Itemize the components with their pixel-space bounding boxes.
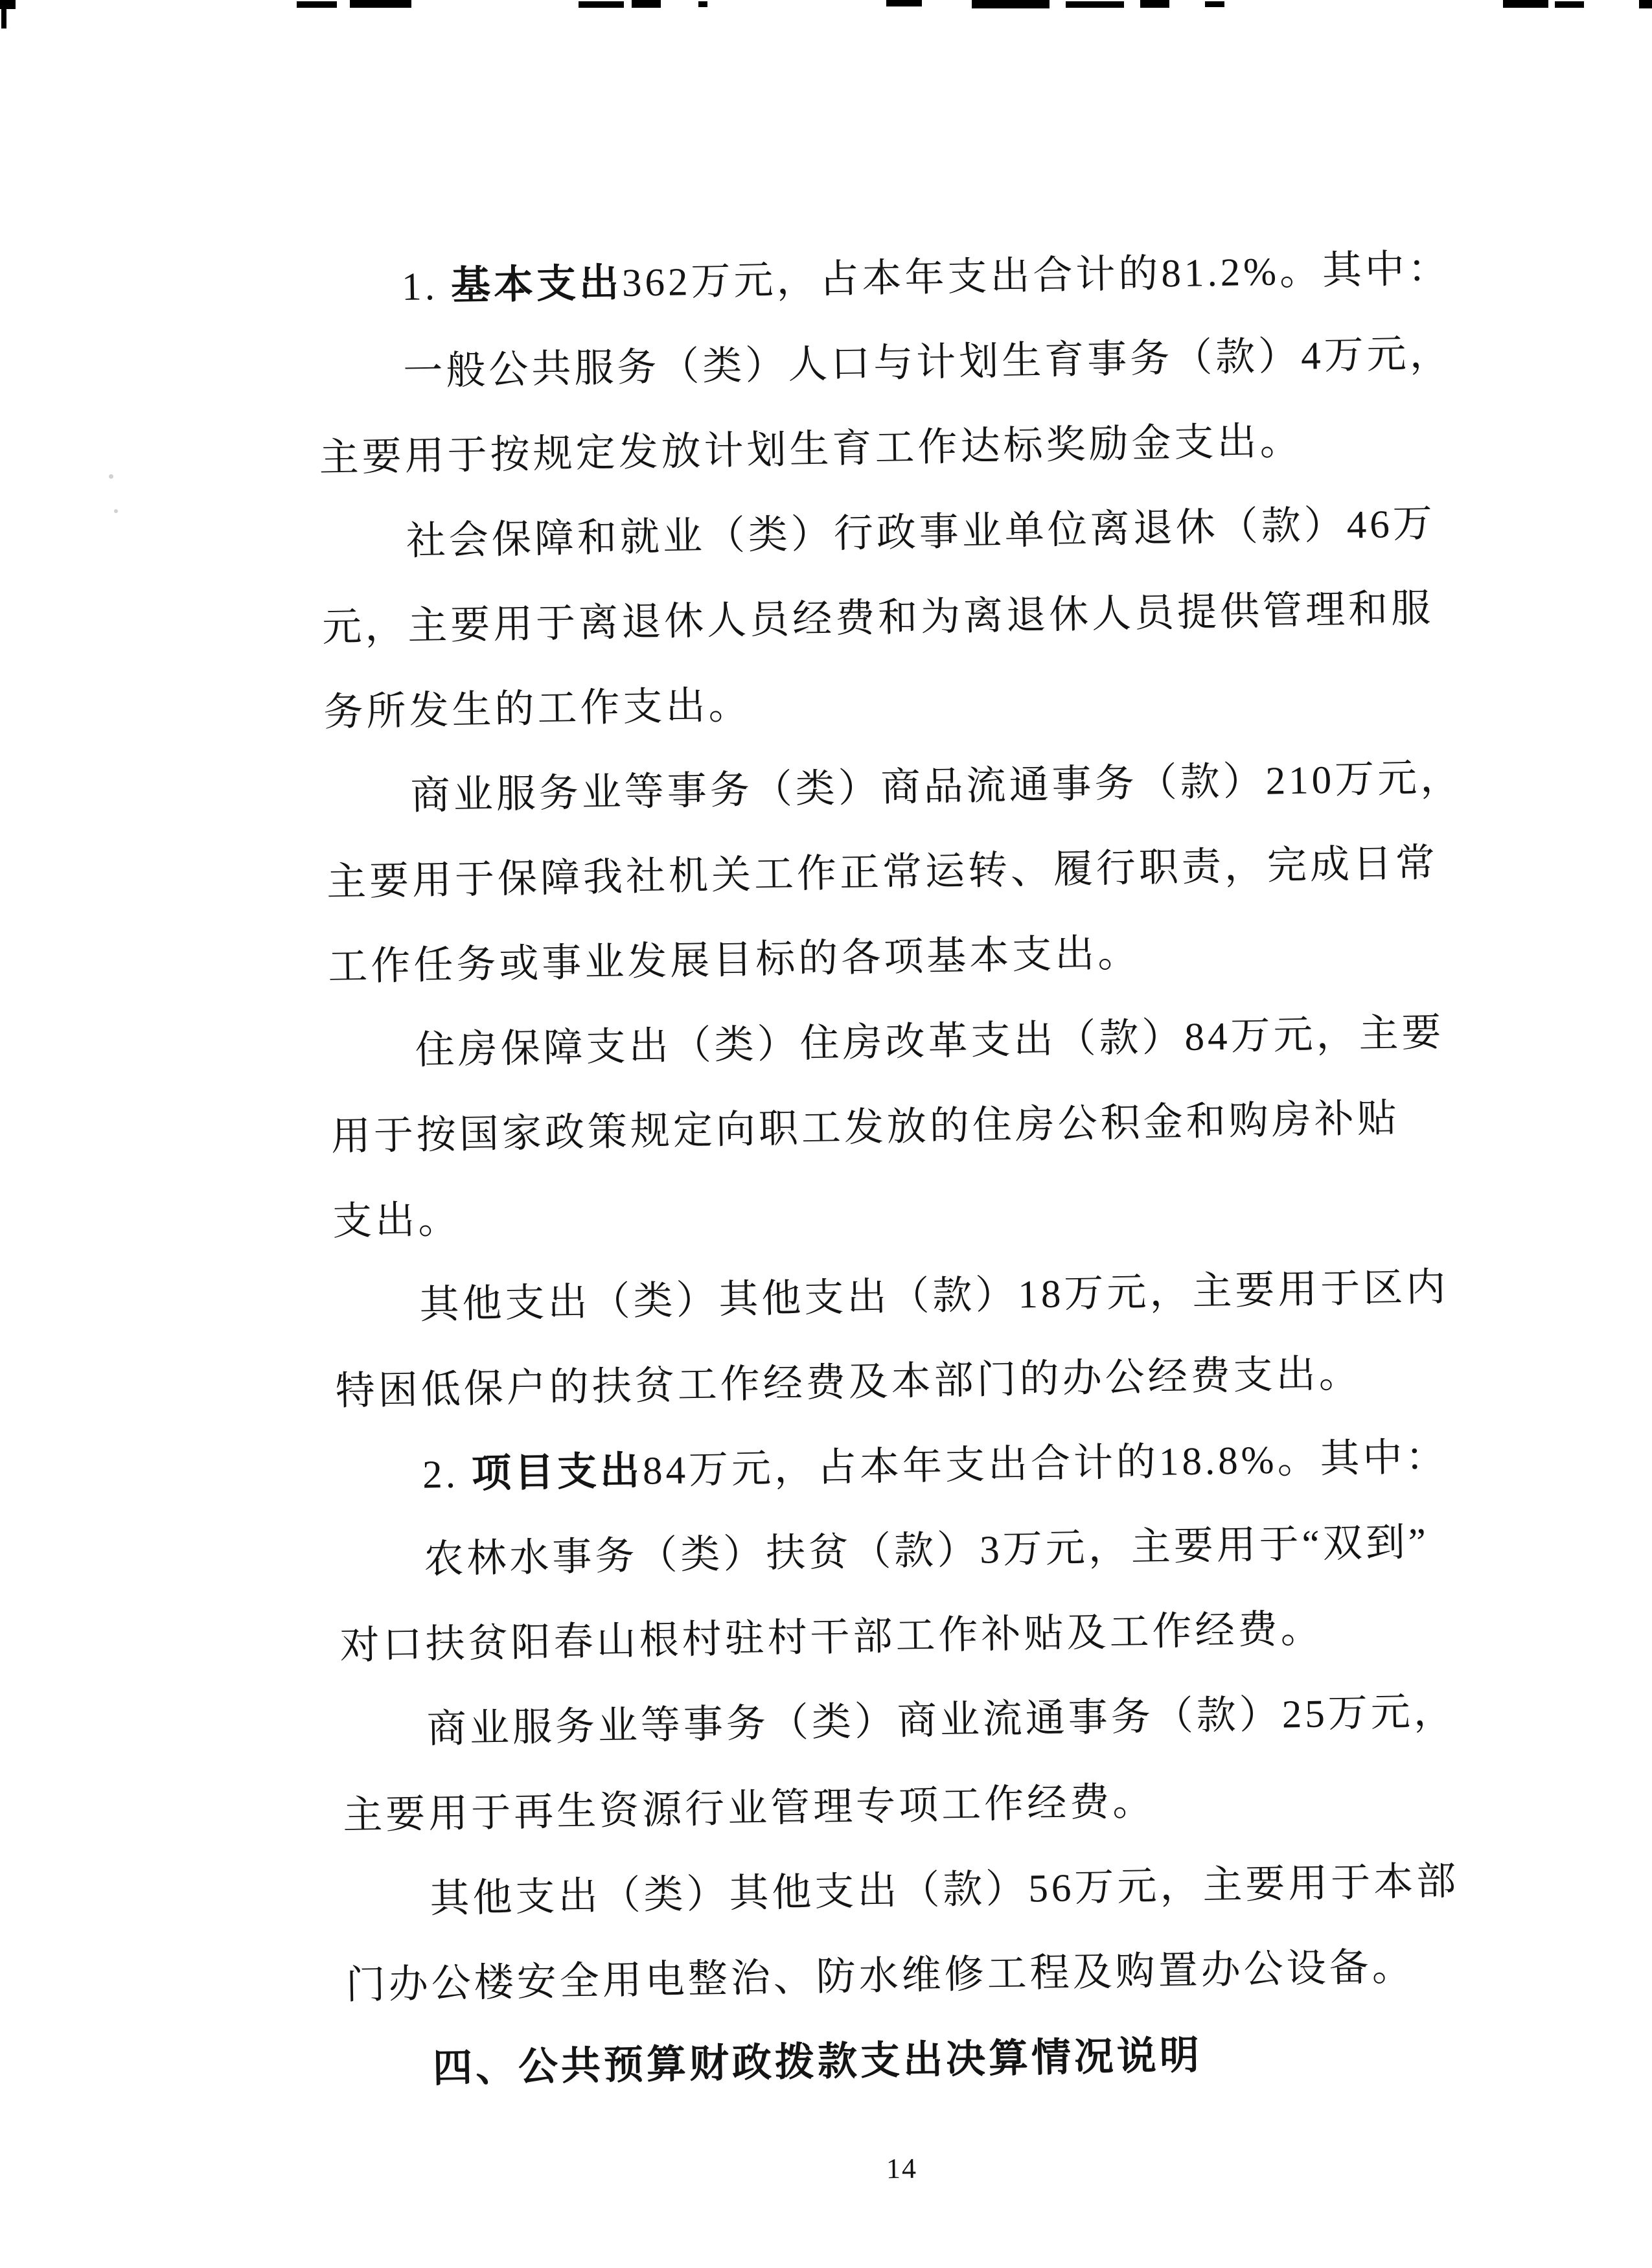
scan-artifact <box>0 0 16 9</box>
text-segment-bold: 四、公共预算财政拨款支出决算情况说明 <box>432 2033 1203 2091</box>
text-segment: 2. <box>422 1452 472 1497</box>
scan-artifact <box>1066 1 1124 8</box>
scan-artifact <box>1503 0 1548 8</box>
text-segment: 工作任务或事业发展目标的各项基本支出。 <box>327 932 1141 990</box>
text-segment: 其他支出（类）其他支出（款）18万元，主要用于区内 <box>419 1265 1449 1327</box>
scan-artifact <box>1140 0 1169 8</box>
page-number: 14 <box>886 2152 918 2185</box>
text-segment: 一般公共服务（类）人口与计划生育事务（款）4万元， <box>402 332 1453 394</box>
text-segment: 商业服务业等事务（类）商业流通事务（款）25万元， <box>426 1690 1457 1752</box>
scan-speck <box>114 509 118 513</box>
scan-artifact <box>972 0 1050 8</box>
text-segment-bold: 项目支出 <box>471 1449 643 1496</box>
scan-artifact <box>579 1 624 8</box>
scan-artifact <box>297 1 337 8</box>
text-segment: 社会保障和就业（类）行政事业单位离退休（款）46万 <box>406 502 1436 564</box>
text-segment: 主要用于再生资源行业管理专项工作经费。 <box>342 1780 1156 1838</box>
scan-artifact <box>698 1 707 7</box>
scan-artifact <box>1639 0 1652 8</box>
scan-artifact <box>1 9 6 29</box>
scan-artifact <box>886 0 922 6</box>
scan-artifact <box>632 0 661 8</box>
text-segment: 商业服务业等事务（类）商品流通事务（款）210万元， <box>410 756 1463 818</box>
text-segment: 元，主要用于离退休人员经费和为离退休人员提供管理和服 <box>321 587 1434 650</box>
text-segment: 主要用于按规定发放计划生育工作达标奖励金支出。 <box>319 419 1303 481</box>
scan-artifact <box>1555 1 1584 8</box>
text-segment: 84万元，占本年支出合计的18.8%。其中： <box>642 1436 1449 1493</box>
text-segment: 用于按国家政策规定向职工发放的住房公积金和购房补贴 <box>330 1097 1401 1160</box>
text-segment: 支出。 <box>332 1198 461 1244</box>
text-segment: 务所发生的工作支出。 <box>323 683 752 735</box>
text-segment: 特困低保户的扶贫工作经费及本部门的办公经费支出。 <box>335 1352 1362 1414</box>
text-segment-bold: 基本支出 <box>450 262 623 308</box>
scan-artifact <box>1205 1 1224 7</box>
text-segment: 门办公楼安全用电整治、防水维修工程及购置办公设备。 <box>345 1945 1416 2008</box>
document-body <box>315 227 1465 2113</box>
text-segment: 1. <box>401 264 452 309</box>
text-segment: 农林水事务（类）扶贫（款）3万元，主要用于“双到” <box>423 1520 1430 1582</box>
text-segment: 362万元，占本年支出合计的81.2%。其中： <box>621 247 1451 306</box>
text-segment: 主要用于保障我社机关工作正常运转、履行职责，完成日常 <box>326 842 1439 905</box>
scan-artifact <box>350 0 411 8</box>
text-segment: 对口扶贫阳春山根村驻村干部工作补贴及工作经费。 <box>339 1607 1324 1668</box>
scan-speck <box>109 474 113 479</box>
text-segment: 住房保障支出（类）住房改革支出（款）84万元，主要 <box>415 1011 1445 1073</box>
text-segment: 其他支出（类）其他支出（款）56万元，主要用于本部 <box>429 1859 1460 1921</box>
